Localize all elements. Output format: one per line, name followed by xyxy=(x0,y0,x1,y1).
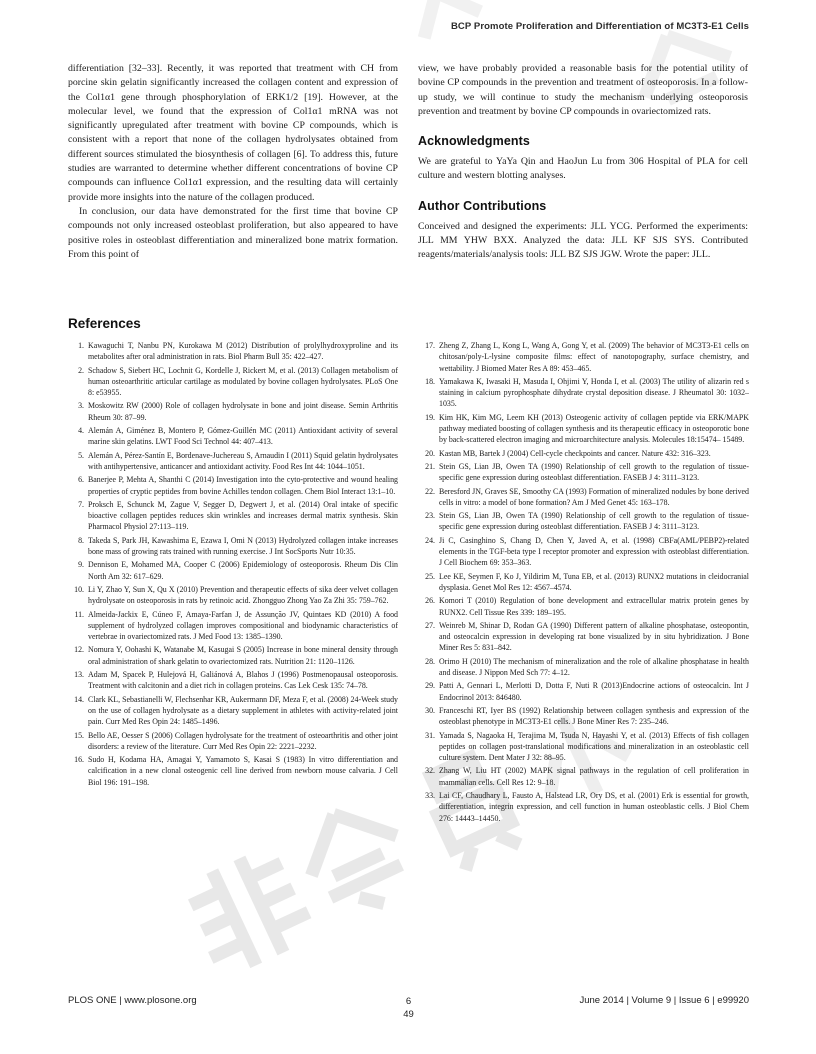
references-section xyxy=(68,316,749,826)
reference-item: 28. Orimo H (2010) The mechanism of mineralization and the role of alkaline phosphatase in health and disease. J Nippon Med Sch 77: 4–12. xyxy=(437,656,749,679)
references-heading: References xyxy=(68,316,141,331)
references-list-right xyxy=(419,340,749,826)
footer-issue-info: June 2014 | Volume 9 | Issue 6 | e99920 xyxy=(579,995,749,1006)
running-title: BCP Promote Proliferation and Differentiation of MC3T3-E1 Cells xyxy=(450,21,749,32)
reference-item: 6. Banerjee P, Mehta A, Shanthi C (2014) Investigation into the cyto-protective and wound healing properties of cryptic peptides from bovine Achilles tendon collagen. Chem Biol Interact 13:1–10. xyxy=(86,474,398,497)
reference-item: 14. Clark KL, Sebastianelli W, Flechsenhar KR, Aukermann DF, Meza F, et al. (2008) 24-Week study on the use of collagen hydrolysate as a dietary supplement in athletes with activity-related joint pain. Curr Med Res Opin 24: 1485–1496. xyxy=(86,694,398,728)
page-number: 6 xyxy=(405,996,412,1007)
body-columns xyxy=(68,62,749,263)
acknowledgments-heading: Acknowledgments xyxy=(418,134,530,149)
reference-item: 12. Nomura Y, Oohashi K, Watanabe M, Kasugai S (2005) Increase in bone mineral density through oral administration of shark gelatin to ovariectomized rats. Nutrition 21: 1120–1126. xyxy=(86,644,398,667)
author-contributions-text: Conceived and designed the experiments: JLL YCG. Performed the experiments: JLL MM YHW BXX. Analyzed the data: JLL KF SJS SYS. Contributed reagents/materials/analysis tools: JLL BZ SJS JGW. Wrote the paper: JLL. xyxy=(418,220,748,261)
reference-item: 13. Adam M, Spacek P, Hulejová H, Galiánová A, Blahos J (1996) Postmenopausal osteoporosis. Treatment with calcitonin and a diet rich in collagen proteins. Cas Lek Cesk 135: 74–78. xyxy=(86,669,398,692)
reference-item: 9. Dennison E, Mohamed MA, Cooper C (2006) Epidemiology of osteoporosis. Rheum Dis Clin North Am 32: 617–629. xyxy=(86,559,398,582)
reference-item: 27. Weinreb M, Shinar D, Rodan GA (1990) Different pattern of alkaline phosphatase, osteopontin, and osteocalcin expression in developing rat bone visualized by in situ hybridization. J Bone Miner Res 5: 831–842. xyxy=(437,620,749,654)
reference-item: 5. Alemán A, Pérez-Santín E, Bordenave-Juchereau S, Arnaudin I (2011) Squid gelatin hydrolysates with antihypertensive, anticancer and antioxidant activity. Food Res Int 44: 1044–1051. xyxy=(86,450,398,473)
reference-item: 10. Li Y, Zhao Y, Sun X, Qu X (2010) Prevention and therapeutic effects of sika deer velvet collagen hydrolysate on osteoporosis in rats by retinoic acid. Zhongguo Zhong Yao Za Zhi 35: 759–762. xyxy=(86,584,398,607)
reference-item: 2. Schadow S, Siebert HC, Lochnit G, Kordelle J, Rickert M, et al. (2013) Collagen metabolism of human osteoarthritic articular cartilage as modulated by bovine collagen hydrolysates. PLoS One 8: e53955. xyxy=(86,365,398,399)
reference-item: 20. Kastan MB, Bartek J (2004) Cell-cycle checkpoints and cancer. Nature 432: 316–323. xyxy=(437,448,749,459)
reference-item: 1. Kawaguchi T, Nanbu PN, Kurokawa M (2012) Distribution of prolylhydroxyproline and its metabolites after oral administration in rats. Biol Pharm Bull 35: 422–427. xyxy=(86,340,398,363)
secondary-page-number: 49 xyxy=(403,1009,414,1020)
author-contributions-heading: Author Contributions xyxy=(418,198,547,213)
reference-item: 30. Franceschi RT, Iyer BS (1992) Relationship between collagen synthesis and expression of the osteoblast phenotype in MC3T3-E1 cells. J Bone Miner Res 7: 235–246. xyxy=(437,705,749,728)
reference-item: 16. Sudo H, Kodama HA, Amagai Y, Yamamoto S, Kasai S (1983) In vitro differentiation and calcification in a new clonal osteogenic cell line derived from newborn mouse calvaria. J Cell Biol 196: 191–198. xyxy=(86,754,398,788)
footer-journal: PLOS ONE | www.plosone.org xyxy=(68,995,197,1006)
reference-item: 11. Almeida-Jackix E, Cúneo F, Amaya-Farfan J, de Assunção JV, Quintaes KD (2010) A food supplement of hydrolyzed collagen improves compositional and biodynamic characteristics of vertebrae in ovariectomized rats. J Med Food 13: 1385–1390. xyxy=(86,609,398,643)
conclusion-paragraph-continued: view, we have probably provided a reasonable basis for the potential utility of bovine CP compounds in the prevention and treatment of osteoporosis. In a follow-up study, we will continue to study the mechanism underlying osteoporosis prevention and treatment by bovine CP compounds in ovariectomized rats. xyxy=(418,63,748,117)
conclusion-paragraph: In conclusion, our data have demonstrated for the first time that bovine CP compounds not only increased osteoblast proliferation, but also appeared to have positive roles in osteoblast differentiation and mineralized bone matrix formation. From this point of xyxy=(68,205,398,260)
references-list-left xyxy=(68,340,398,826)
reference-item: 25. Lee KE, Seymen F, Ko J, Yildirim M, Tuna EB, et al. (2013) RUNX2 mutations in cleidocranial dysplasia. Genet Mol Res 12: 4567–4574. xyxy=(437,571,749,594)
body-left-column xyxy=(68,62,398,263)
reference-item: 7. Proksch E, Schunck M, Zague V, Segger D, Degwert J, et al. (2014) Oral intake of specific bioactive collagen peptides reduces skin wrinkles and increases dermal matrix synthesis. Skin Pharmacol Physiol 27:113–119. xyxy=(86,499,398,533)
reference-item: 24. Ji C, Casinghino S, Chang D, Chen Y, Javed A, et al. (1998) CBFa(AML/PEBP2)-related elements in the TGF-beta type I receptor promoter and expression with osteoblast differentiation. J Cell Biochem 69: 353–363. xyxy=(437,535,749,569)
reference-item: 22. Beresford JN, Graves SE, Smoothy CA (1993) Formation of mineralized nodules by bone derived cells in vitro: a model of bone formation? Am J Med Genet 45: 163–178. xyxy=(437,486,749,509)
body-right-column xyxy=(418,62,748,263)
reference-item: 8. Takeda S, Park JH, Kawashima E, Ezawa I, Omi N (2013) Hydrolyzed collagen intake increases bone mass of growing rats trained with running exercise. J Int SocSports Nutr 10:35. xyxy=(86,535,398,558)
reference-item: 17. Zheng Z, Zhang L, Kong L, Wang A, Gong Y, et al. (2009) The behavior of MC3T3-E1 cells on chitosan/poly-L-lysine composite films: effect of nanotopography, surface chemistry, and wettability. J Biomed Mater Res A 89: 453–465. xyxy=(437,340,749,374)
acknowledgments-text: We are grateful to YaYa Qin and HaoJun Lu from 306 Hospital of PLA for cell culture and western blotting analyses. xyxy=(418,156,748,182)
reference-item: 33. Lai CF, Chaudhary L, Fausto A, Halstead LR, Ory DS, et al. (2001) Erk is essential for growth, differentiation, integrin expression, and cell function in human osteoblastic cells. J Biol Chem 276: 14443–14450. xyxy=(437,790,749,824)
reference-item: 19. Kim HK, Kim MG, Leem KH (2013) Osteogenic activity of collagen peptide via ERK/MAPK pathway mediated boosting of collagen synthesis and its therapeutic efficacy in osteoporotic bone by back-scattered electron imaging and microarchitecture analysis. Molecules 18:15474– 15489. xyxy=(437,412,749,446)
reference-item: 32. Zhang W, Liu HT (2002) MAPK signal pathways in the regulation of cell proliferation in mammalian cells. Cell Res 12: 9–18. xyxy=(437,765,749,788)
reference-item: 26. Komori T (2010) Regulation of bone development and extracellular matrix protein genes by RUNX2. Cell Tissue Res 339: 189–195. xyxy=(437,595,749,618)
reference-item: 29. Patti A, Gennari L, Merlotti D, Dotta F, Nuti R (2013)Endocrine actions of osteocalcin. Int J Endocrinol 2013: 846480. xyxy=(437,680,749,703)
reference-item: 21. Stein GS, Lian JB, Owen TA (1990) Relationship of cell growth to the regulation of tissue-specific gene expression during osteoblast differentiation. FASEB J 4: 3111–3123. xyxy=(437,461,749,484)
reference-item: 23. Stein GS, Lian JB, Owen TA (1990) Relationship of cell growth to the regulation of tissue-specific gene expression during osteoblast differentiation. FASEB J 4: 3111–3123. xyxy=(437,510,749,533)
reference-item: 15. Bello AE, Oesser S (2006) Collagen hydrolysate for the treatment of osteoarthritis and other joint disorders: a review of the literature. Curr Med Res Opin 22: 2221–2232. xyxy=(86,730,398,753)
reference-item: 3. Moskowitz RW (2000) Role of collagen hydrolysate in bone and joint disease. Semin Arthritis Rheum 30: 87–99. xyxy=(86,400,398,423)
reference-item: 31. Yamada S, Nagaoka H, Terajima M, Tsuda N, Hayashi Y, et al. (2013) Effects of fish collagen peptides on collagen post-translational modifications and mineralization in an osteoblastic cell culture system. Dent Mater J 32: 88–95. xyxy=(437,730,749,764)
discussion-paragraph: differentiation [32–33]. Recently, it was reported that treatment with CH from porcine skin gelatin significantly increased the collagen content and expression of the Col1α1 gene through phosphorylation of ERK1/2 [19]. However, at the molecular level, we found that the expression of Col1α1 mRNA was not significantly upregulated after treatment with bovine CP compounds, which is consistent with a report that none of the collagen hydrolysates obtained from different sources stimulated the biosynthesis of collagen [6]. To address this, future studies are warranted to determine whether different concentrations of bovine CP compounds can influence Col1α1 expression, and the resulting data will certainly provide more insights into the nature of the collagen produced. xyxy=(68,63,398,203)
references-columns xyxy=(68,340,749,826)
reference-item: 4. Alemán A, Giménez B, Montero P, Gómez-Guillén MC (2011) Antioxidant activity of several marine skin gelatins. LWT Food Sci Technol 44: 407–413. xyxy=(86,425,398,448)
reference-item: 18. Yamakawa K, Iwasaki H, Masuda I, Ohjimi Y, Honda I, et al. (2003) The utility of alizarin red s staining in calcium pyrophosphate dihydrate crystal deposition disease. J Rheumatol 30: 1032–1035. xyxy=(437,376,749,410)
